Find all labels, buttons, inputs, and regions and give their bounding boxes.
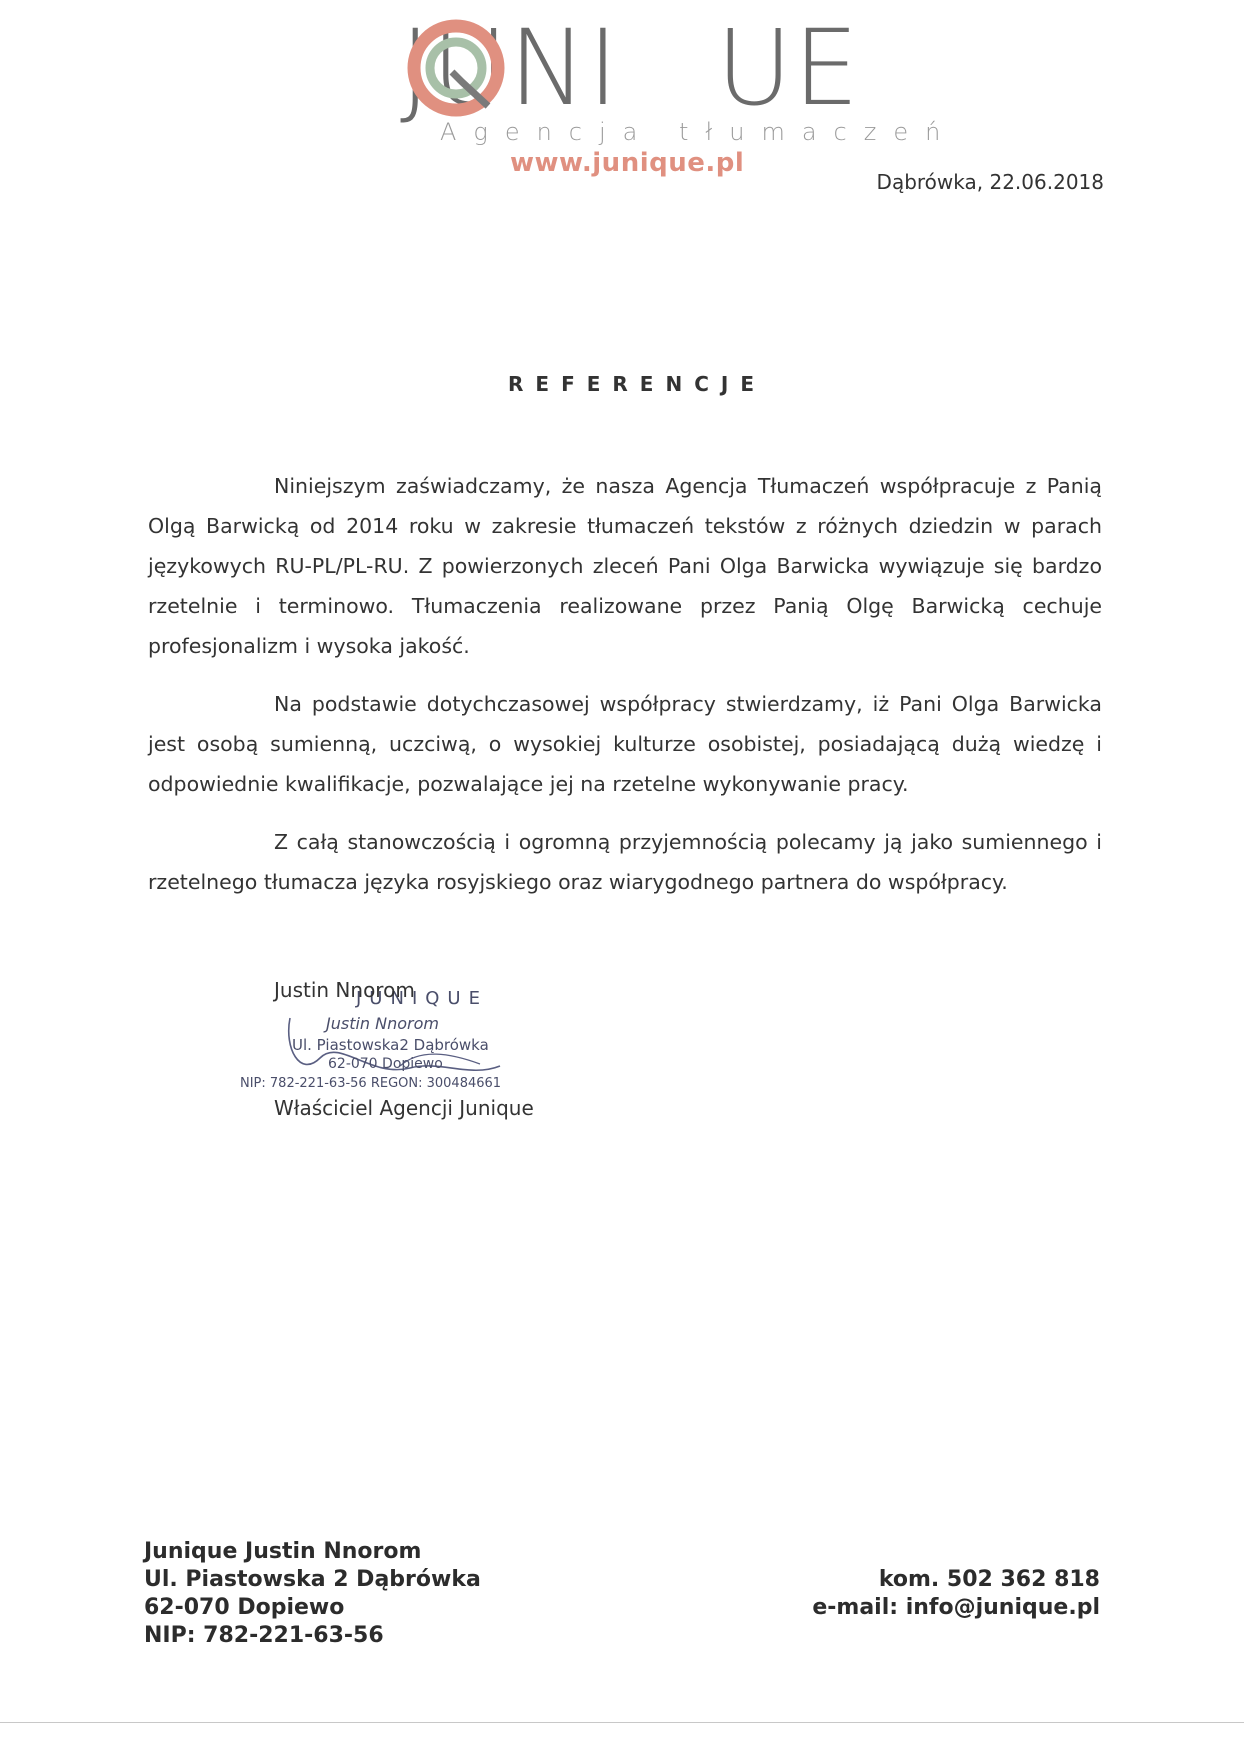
company-stamp [240, 988, 600, 1098]
signature-block [240, 978, 600, 1118]
logo-wordmark [400, 8, 860, 128]
letter-title: REFERENCJE [508, 372, 766, 396]
stamp-city: 62-070 Dopiewo [328, 1056, 443, 1072]
footer-street: Ul. Piastowska 2 Dąbrówka [144, 1567, 481, 1592]
body-paragraph-1: Niniejszym zaświadczamy, że nasza Agencja Tłumaczeń współpracuje z Panią Olgą Barwicką od 2014 roku w zakresie tłumaczeń tekstów z różnych dziedzin w parach językowych RU-PL/PL-RU. Z powierzonych zleceń Pani Olga Barwicka wywiązuje się bardzo rzetelnie i terminowo. Tłumaczenia realizowane przez Panią Olgę Barwicką cechuje profesjonalizm i wysoka jakość. [148, 474, 1102, 658]
stamp-brand: JUNIQUE [356, 988, 488, 1009]
signatory-role: Właściciel Agencji Junique [274, 1096, 534, 1120]
q-emblem-icon [400, 8, 512, 128]
logo-brand-left: JUNI [400, 7, 620, 129]
footer-phone: kom. 502 362 818 [878, 1567, 1100, 1592]
logo-tagline: Agencja tłumaczeń [440, 118, 958, 146]
stamp-street: Ul. Piastowska2 Dąbrówka [292, 1036, 489, 1054]
footer-contact [812, 1566, 1100, 1622]
letter-body [148, 466, 1102, 920]
logo-url: www.junique.pl [510, 148, 745, 178]
footer-nip: NIP: 782-221-63-56 [144, 1623, 384, 1648]
logo-brand-right: UE [716, 7, 860, 129]
footer-company: Junique Justin Nnorom [144, 1539, 422, 1564]
signatory-name: Justin Nnorom [274, 978, 415, 1002]
footer-address [144, 1538, 481, 1650]
footer-city: 62-070 Dopiewo [144, 1595, 345, 1620]
company-logo [400, 7, 958, 178]
footer-email: e-mail: info@junique.pl [812, 1595, 1100, 1620]
stamp-tax-ids: NIP: 782-221-63-56 REGON: 300484661 [240, 1076, 502, 1091]
letter-date: Dąbrówka, 22.06.2018 [876, 170, 1104, 194]
page-divider [0, 1722, 1244, 1723]
body-paragraph-2: Na podstawie dotychczasowej współpracy stwierdzamy, iż Pani Olga Barwicka jest osobą sumienną, uczciwą, o wysokiej kulturze osobistej, posiadającą dużą wiedzę i odpowiednie kwalifikacje, pozwalające jej na rzetelne wykonywanie pracy. [148, 692, 1102, 796]
body-paragraph-3: Z całą stanowczością i ogromną przyjemnością polecamy ją jako sumiennego i rzetelnego tłumacza języka rosyjskiego oraz wiarygodnego partnera do współpracy. [148, 830, 1102, 894]
stamp-owner: Justin Nnorom [326, 1014, 439, 1033]
